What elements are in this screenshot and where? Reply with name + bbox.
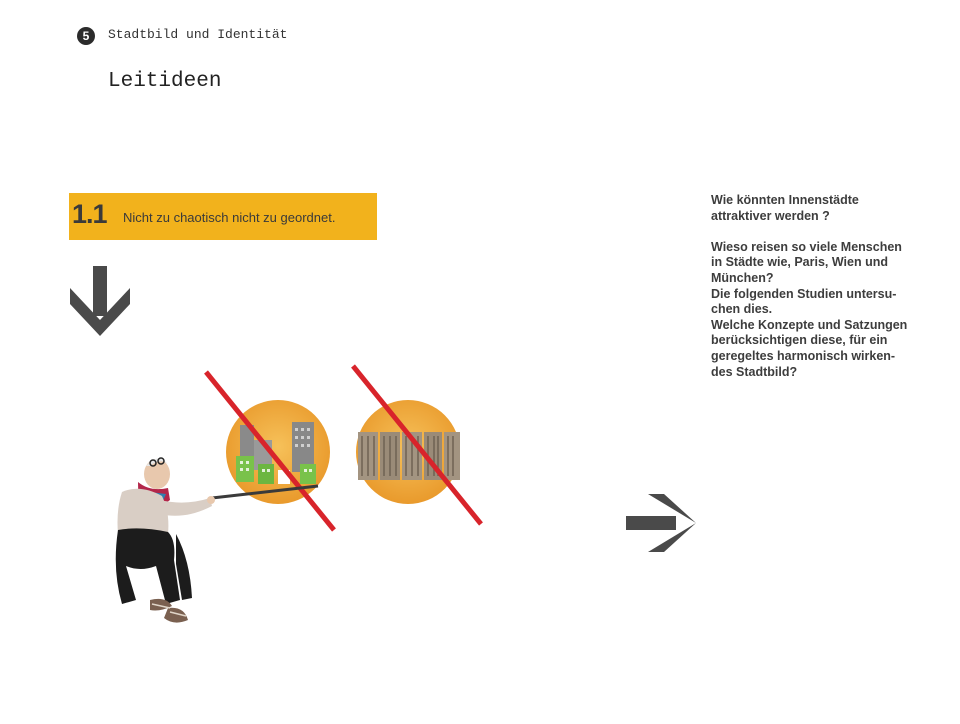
ordered-city-icon (356, 400, 460, 504)
body-line: chen dies. (711, 302, 773, 317)
presenter-person-icon (116, 458, 215, 623)
body-line: geregeltes harmonisch wirken- (711, 348, 896, 363)
body-line: in Städte wie, Paris, Wien und (711, 255, 889, 270)
question-line: attraktiver werden ? (711, 208, 830, 223)
chapter-number-badge: 5 (77, 27, 95, 45)
arrow-right-icon (626, 494, 696, 552)
body-line: des Stadtbild? (711, 364, 798, 379)
section-number: 1.1 (72, 199, 107, 229)
body-line: München? (711, 270, 774, 285)
body-line: berücksichtigen diese, für ein (711, 333, 888, 348)
arrow-down-icon (70, 266, 130, 336)
body-line: Welche Konzepte und Satzungen (711, 317, 908, 332)
page-title: Leitideen (108, 70, 222, 93)
chapter-title: Stadtbild und Identität (108, 27, 288, 42)
body-line: Wieso reisen so viele Menschen (711, 239, 902, 254)
body-line: Die folgenden Studien untersu- (711, 286, 897, 301)
question-line: Wie könnten Innenstädte (711, 193, 859, 207)
intro-text-block (711, 193, 926, 380)
section-heading: Nicht zu chaotisch nicht zu geordnet. (123, 210, 336, 225)
